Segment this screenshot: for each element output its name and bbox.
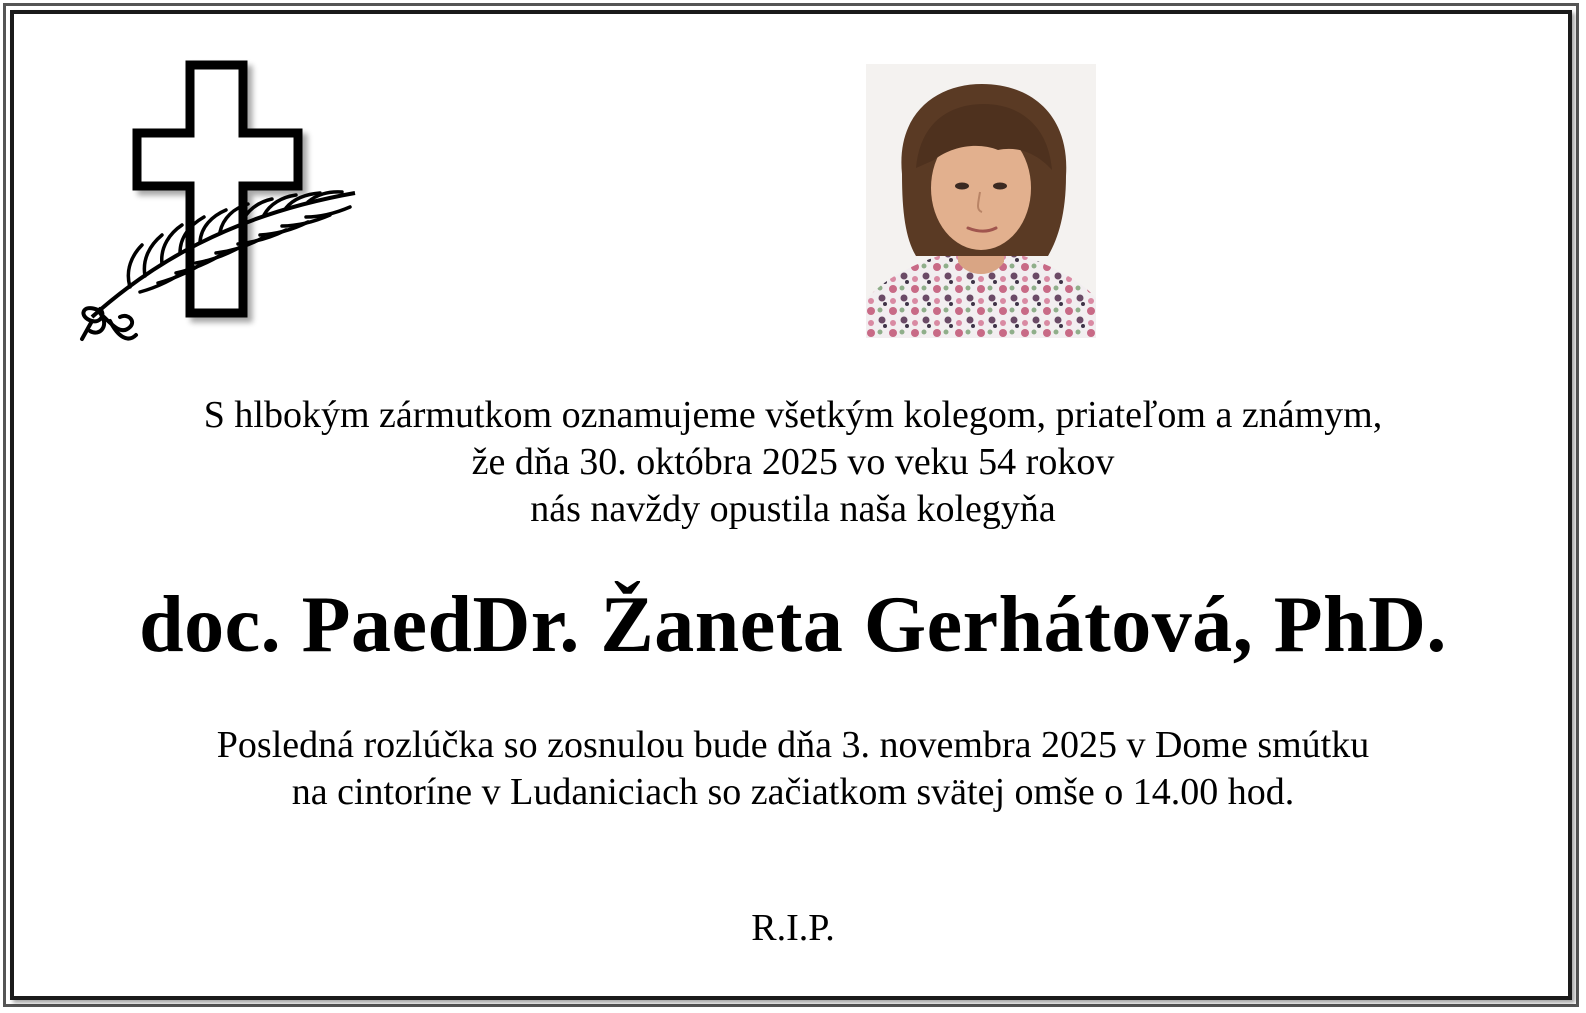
details-line: na cintoríne v Ludaniciach so začiatkom svätej omše o 14.00 hod. — [291, 771, 1295, 813]
cross-with-palm-branch-icon — [70, 55, 370, 345]
portrait-photo — [866, 64, 1096, 338]
details-line: Posledná rozlúčka so zosnulou bude dňa 3. novembra 2025 v Dome smútku — [216, 724, 1370, 766]
intro-line: nás navždy opustila naša kolegyňa — [530, 488, 1056, 530]
closing-text: R.I.P. — [751, 907, 835, 949]
deceased-name: doc. PaedDr. Žaneta Gerhátová, PhD. — [139, 581, 1447, 669]
announcement-intro — [0, 392, 1586, 533]
funeral-details — [0, 722, 1586, 816]
intro-line: že dňa 30. októbra 2025 vo veku 54 rokov — [471, 441, 1115, 483]
intro-line: S hlbokým zármutkom oznamujeme všetkým kolegom, priateľom a známym, — [203, 394, 1383, 436]
